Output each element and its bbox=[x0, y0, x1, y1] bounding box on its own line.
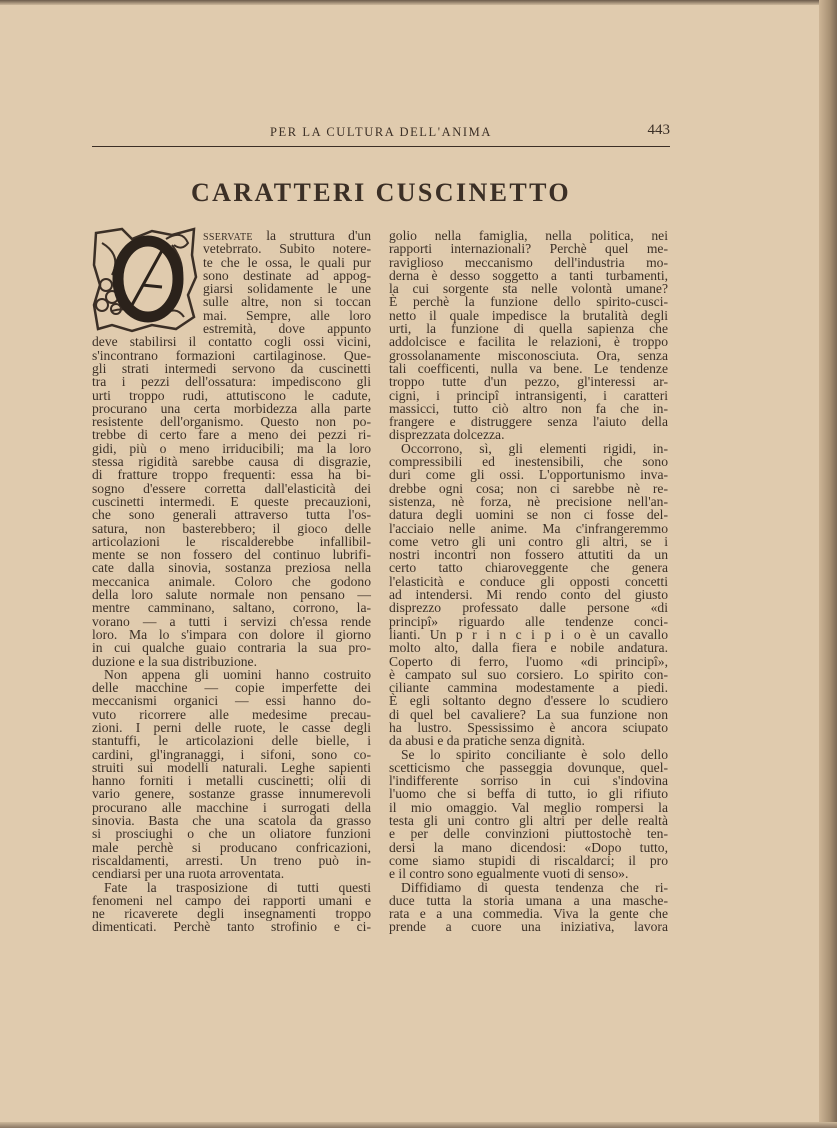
text-line: Diffidiamo di questa tendenza che ri- bbox=[401, 879, 668, 895]
text-line: riscaldamenti, arresti. Un treno può in- bbox=[92, 852, 371, 868]
text-line: raviglioso meccanismo dell'industria mo- bbox=[389, 254, 668, 270]
text-line: cendiarsi per una ruota arroventata. bbox=[92, 866, 285, 882]
text-line: vetebrrato. Subito notere- bbox=[203, 241, 371, 257]
text-line: fenomeni nel campo dei rapporti umani e bbox=[92, 892, 371, 908]
text-line: Fate la trasposizione di tutti questi bbox=[104, 879, 371, 895]
running-header bbox=[92, 122, 670, 142]
text-line: l'uomo che si beffa di tutto, io gli rifiuto bbox=[389, 786, 668, 802]
text-line: disprezzo professato dalle persone «di bbox=[389, 600, 668, 616]
text-line: meccanismi organici — essi hanno do- bbox=[92, 693, 371, 709]
text-line: duce tutta la storia umana a una masche- bbox=[389, 892, 668, 908]
text-line: male perchè si producano confricazioni, bbox=[92, 839, 371, 855]
text-line: di fratture troppo frequenti: essa ha bi- bbox=[92, 467, 371, 483]
text-line: procurano alle macchine i surrogati della bbox=[92, 799, 371, 815]
text-line: è campato sul suo corsiero. Lo spirito con- bbox=[389, 666, 668, 682]
text-line: si prosciughi o che un oliatore funzioni bbox=[92, 826, 371, 842]
text-line: vorano — a tutti i servizi ch'essa rende bbox=[92, 613, 371, 629]
text-line: che sono generali attraverso tutta l'os- bbox=[92, 507, 371, 523]
text-line: deve stabilirsi il contatto cogli ossi vicini, bbox=[92, 334, 371, 350]
text-line: rata e a una commedia. Viva la gente che bbox=[389, 906, 668, 922]
text-line: urti, la funzione di quella sapienza che bbox=[389, 321, 668, 337]
text-line: sono destinate ad appog- bbox=[203, 267, 371, 283]
page-top-edge bbox=[0, 0, 837, 5]
text-line: gli strati intermedi servono da cuscinetti bbox=[92, 360, 371, 376]
text-line: sulle altre, non si toccan bbox=[203, 294, 371, 310]
text-line: Non appena gli uomini hanno costruito bbox=[104, 666, 371, 682]
text-line: delle macchine — copie imperfette dei bbox=[92, 680, 371, 696]
text-line: Se lo spirito conciliante è solo dello bbox=[401, 746, 668, 762]
text-line: mentre camminano, saltano, corrono, la- bbox=[92, 600, 371, 616]
text-line: procurano una certa morbidezza alla parte bbox=[92, 400, 371, 416]
text-line: dimenticati. Perchè tanto strofinio e ci- bbox=[92, 919, 371, 935]
text-line: loro. Ma lo s'impara con dolore il giorno bbox=[92, 626, 371, 642]
text-line: stessa rigidità sarebbe causa di disgrazie, bbox=[92, 454, 371, 470]
text-line: molto alto, dalla fiera e nobile andatura. bbox=[389, 640, 668, 656]
text-line: testa gli uni contro gli altri per delle realtà bbox=[389, 813, 668, 829]
text-line: estremità, dove appunto bbox=[203, 321, 371, 337]
text-line: struiti sui modelli naturali. Leghe sapienti bbox=[92, 759, 371, 775]
running-title: PER LA CULTURA DELL'ANIMA bbox=[269, 125, 492, 139]
text-line: ha lustro. Spessissimo è ancora sciupato bbox=[389, 719, 668, 735]
text-line: scetticismo che passeggia dovunque, quel- bbox=[389, 759, 668, 775]
text-line: mai. Sempre, alle loro bbox=[203, 307, 371, 323]
text-line: ad intendersi. Mi rendo conto del giusto bbox=[389, 587, 668, 603]
text-line: mente se non fossero del continuo lubrifi- bbox=[92, 547, 371, 563]
text-line: e il contro sono egualmente vuoti di senso». bbox=[389, 866, 629, 882]
text-line: s'incontrano formazioni cartilaginose. Que- bbox=[92, 347, 371, 363]
text-line: drebbe ogni cosa; non ci sarebbe nè re- bbox=[389, 480, 668, 496]
text-line: e per delle convinzioni piuttostochè ten- bbox=[389, 826, 668, 842]
text-line: disprezzata dolcezza. bbox=[389, 427, 505, 443]
text-line: rapporti internazionali? Perchè quel me- bbox=[389, 241, 668, 257]
text-line: prende a cuore una iniziativa, lavora bbox=[389, 919, 668, 935]
text-line: come vetro gli uni contro gli altri, se i bbox=[389, 533, 668, 549]
text-line: datura degli uomini se non ci fosse del- bbox=[389, 507, 668, 523]
text-line: massicci, tutto ciò altro non fa che in- bbox=[389, 400, 668, 416]
text-line: urti troppo rudi, attutiscono le cadute, bbox=[92, 387, 371, 403]
text-line: giarsi solidamente le une bbox=[203, 281, 371, 297]
text-line: da abusi e da pratiche senza dignità. bbox=[389, 733, 585, 749]
text-column-left bbox=[92, 229, 371, 934]
text-line: sistenza, nè forza, nè precisione nell'an- bbox=[389, 493, 668, 509]
text-line: netto il quale impedisce la brutalità degli bbox=[389, 307, 668, 323]
text-line: come siamo stupidi di riscaldarci; il pro bbox=[389, 852, 668, 868]
text-line: della loro salute normale non pensano — bbox=[92, 587, 371, 603]
text-line: Occorrono, sì, gli elementi rigidi, in- bbox=[401, 440, 668, 456]
text-line: articolazioni le riscalderebbe infallibil- bbox=[92, 533, 371, 549]
text-line: di quel bel cavaliere? La sua funzione non bbox=[389, 706, 668, 722]
text-line: frangere e distruggere senza l'aiuto della bbox=[389, 414, 668, 430]
text-line: principî» riguardo alle tendenze conci- bbox=[389, 613, 668, 629]
text-line: certo tatto chiaroveggente che genera bbox=[389, 560, 668, 576]
text-line: sinovia. Basta che una scatola da grasso bbox=[92, 813, 371, 829]
text-line: sservate la struttura d'un bbox=[203, 228, 371, 243]
text-line: l'elasticità e conduce gli opposti concetti bbox=[389, 573, 668, 589]
text-line: vuto ricorrere alle medesime precau- bbox=[92, 706, 371, 722]
text-line: cate dalla sinovia, sostanza preziosa nella bbox=[92, 560, 371, 576]
text-line: la cui sorgente sta nelle volontà umane? bbox=[389, 281, 668, 297]
text-line: troppo tutte d'un pezzo, gl'interessi ar- bbox=[389, 374, 668, 390]
text-line: te che le ossa, le quali pur bbox=[203, 254, 371, 270]
text-line: Coperto di ferro, l'uomo «di principî», bbox=[389, 653, 668, 669]
text-line: duzione e la sua distribuzione. bbox=[92, 653, 257, 669]
text-line: golio nella famiglia, nella politica, nei bbox=[389, 228, 668, 243]
text-line: il mio omaggio. Val meglio rompersi la bbox=[389, 799, 668, 815]
text-line: meccanica animale. Coloro che godono bbox=[92, 573, 371, 589]
text-line: l'acciaio nelle anime. Ma c'infrangeremmo bbox=[389, 520, 668, 536]
text-line: È egli soltanto degno d'essere lo scudiero bbox=[389, 693, 668, 709]
text-line: grossolanamente misconosciuta. Ora, senza bbox=[389, 347, 668, 363]
text-line: tra i pezzi dell'ossatura: impediscono gli bbox=[92, 374, 371, 390]
text-line: cardini, gl'ingranaggi, i sifoni, sono co- bbox=[92, 746, 371, 762]
text-line: È perchè la funzione dello spirito-cusci- bbox=[389, 294, 668, 310]
text-column-right bbox=[389, 229, 668, 934]
text-line: nostri incontri non fossero attutiti da un bbox=[389, 547, 668, 563]
text-line: addolcisce e facilita le relazioni, è troppo bbox=[389, 334, 668, 350]
text-line: derna è desso soggetto a tanti turbamenti, bbox=[389, 267, 668, 283]
text-line: resistente dell'organismo. Questo non po- bbox=[92, 414, 371, 430]
text-line: cigni, i principî intransigenti, i caratteri bbox=[389, 387, 668, 403]
text-line: ciliante cammina modestamente a piedi. bbox=[389, 680, 668, 696]
header-rule bbox=[92, 146, 670, 147]
page-bottom-edge bbox=[0, 1122, 837, 1128]
text-line: cuscinetti intermedi. E queste precauzioni, bbox=[92, 493, 371, 509]
text-line: duri come gli ossi. L'opportunismo inva- bbox=[389, 467, 668, 483]
text-line: stantuffi, le articolazioni delle bielle, i bbox=[92, 733, 371, 749]
text-line: satura, non basterebbero; il gioco delle bbox=[92, 520, 371, 536]
text-line: sogno d'essere corretta dall'elasticità dei bbox=[92, 480, 371, 496]
text-line: hanno forniti i metalli cuscinetti; olii di bbox=[92, 773, 371, 789]
text-line: ne ricaverete degli insegnamenti troppo bbox=[92, 906, 371, 922]
article-title: CARATTERI CUSCINETTO bbox=[190, 178, 572, 207]
text-line: tali coefficenti, nulla va bene. Le tendenze bbox=[389, 360, 668, 376]
text-line: in cui qualche guaio contraria la sua pro- bbox=[92, 640, 371, 656]
text-line: compressibili ed inestensibili, che sono bbox=[389, 454, 668, 470]
text-line: vario genere, sostanze grasse innumerevoli bbox=[92, 786, 371, 802]
text-line: zioni. I perni delle ruote, le casse degli bbox=[92, 719, 371, 735]
text-line: trebbe di certo fare a meno dei pezzi ri- bbox=[92, 427, 371, 443]
page-number: 443 bbox=[647, 122, 670, 138]
page-right-edge bbox=[819, 0, 837, 1128]
text-line: dersi la mano dicendosi: «Dopo tutto, bbox=[389, 839, 668, 855]
text-line: gidi, più o meno irriducibili; ma la loro bbox=[92, 440, 371, 456]
text-line: l'indifferente sorriso in cui s'indovina bbox=[389, 773, 668, 789]
text-line: lianti. Un p r i n c i p i o è un cavallo bbox=[389, 626, 668, 642]
